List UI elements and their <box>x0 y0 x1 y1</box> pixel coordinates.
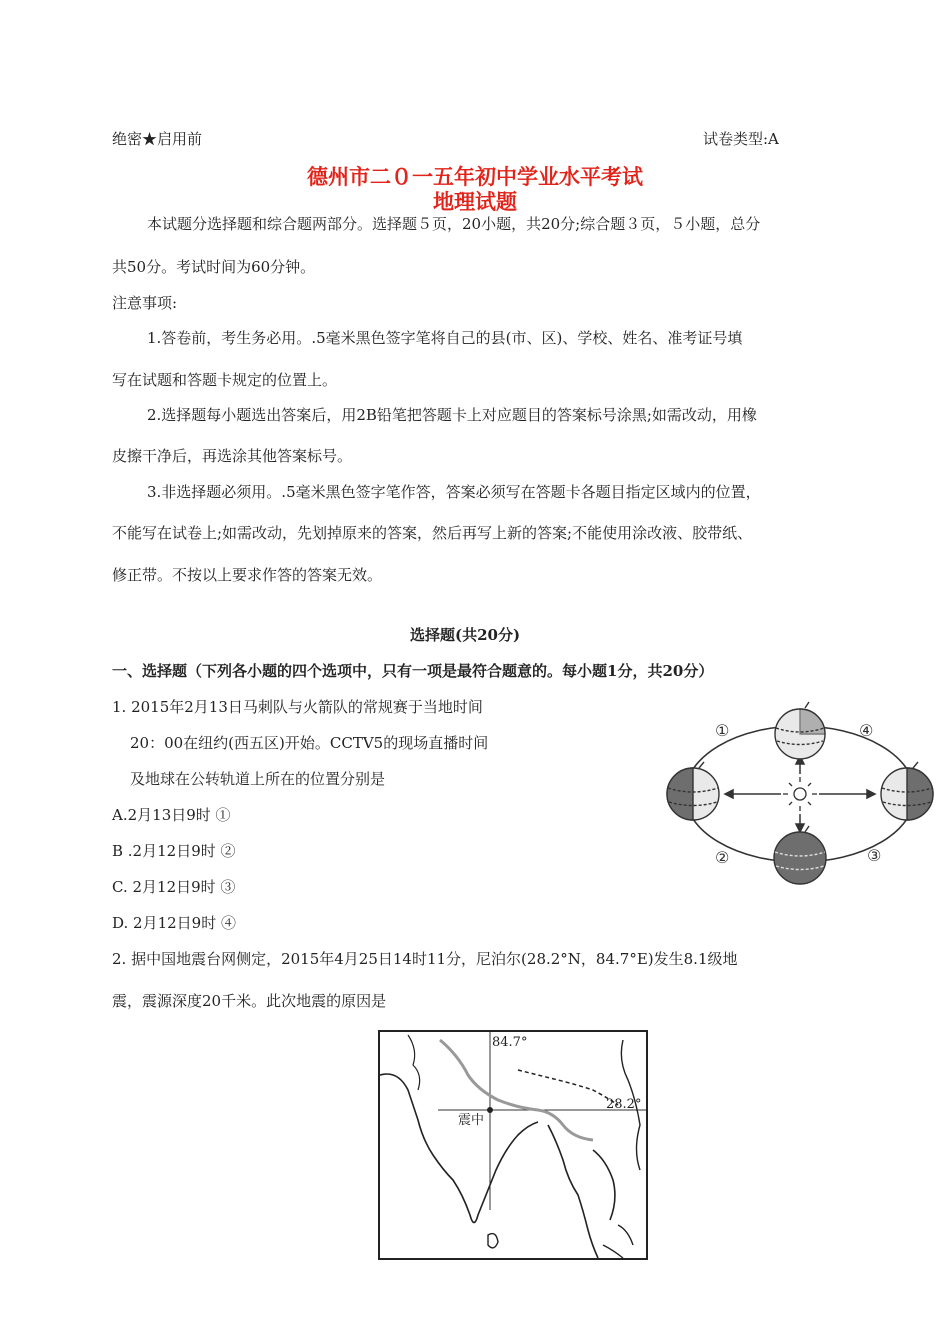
intro-line-1: 本试题分选择题和综合题两部分。选择题５页，20小题，共20分;综合题３页，５小题，总分 <box>147 215 761 233</box>
sun-rays-arrows <box>725 756 875 832</box>
note-1-line-1: 1.答卷前，考生务必用。.5毫米黑色签字笔将自己的县(市、区)、学校、姓名、准考证号填 <box>147 329 743 347</box>
paper-type-label: 试卷类型:A <box>703 130 779 148</box>
q1-option-a: A.2月13日9时 ① <box>112 806 231 824</box>
earth-top <box>775 702 825 759</box>
earth-left <box>667 762 719 820</box>
q1-option-c: C. 2月12日9时 ③ <box>112 878 236 896</box>
epicenter-marker <box>487 1107 493 1113</box>
note-3-line-1: 3.非选择题必须用。.5毫米黑色签字笔作答，答案必须写在答题卡各题目指定区域内的位置， <box>147 483 761 501</box>
q1-option-d: D. 2月12日9时 ④ <box>112 914 236 932</box>
sun-icon <box>783 777 817 811</box>
longitude-label: 84.7° <box>492 1035 528 1050</box>
earth-right <box>881 762 933 820</box>
intro-line-2: 共50分。考试时间为60分钟。 <box>112 258 316 276</box>
section-instruction: 一、选择题（下列各小题的四个选项中，只有一项是最符合题意的。每小题1分，共20分） <box>112 662 714 680</box>
nepal-earthquake-map <box>378 1030 648 1260</box>
exam-title: 德州市二０一五年初中学业水平考试 <box>307 164 643 189</box>
orbit-label-3: ③ <box>867 846 882 865</box>
note-2-line-1: 2.选择题每小题选出答案后，用2B铅笔把答题卡上对应题目的答案标号涂黑;如需改动，用橡 <box>147 406 757 424</box>
confidential-label: 绝密★启用前 <box>112 130 203 148</box>
q1-line-1: 1. 2015年2月13日马刺队与火箭队的常规赛于当地时间 <box>112 698 483 716</box>
q1-line-3: 及地球在公转轨道上所在的位置分别是 <box>130 770 386 788</box>
latitude-label: 28.2° <box>606 1097 642 1112</box>
q1-option-b: B .2月12日9时 ② <box>112 842 236 860</box>
section-heading: 选择题(共20分) <box>410 626 521 644</box>
earth-orbit-diagram <box>655 696 945 896</box>
subject-title: 地理试题 <box>433 189 517 214</box>
orbit-label-4: ④ <box>859 721 874 740</box>
note-2-line-2: 皮擦干净后，再选涂其他答案标号。 <box>112 447 353 465</box>
epicenter-label: 震中 <box>458 1113 485 1128</box>
orbit-label-1: ① <box>715 721 730 740</box>
q2-line-1: 2. 据中国地震台网侧定，2015年4月25日14时11分，尼泊尔(28.2°N，84.7°E)发生8.1级地 <box>112 950 738 968</box>
note-3-line-3: 修正带。不按以上要求作答的答案无效。 <box>112 566 383 584</box>
note-1-line-2: 写在试题和答题卡规定的位置上。 <box>112 371 338 389</box>
q1-line-2: 20：00在纽约(西五区)开始。CCTV5的现场直播时间 <box>130 734 489 752</box>
q2-line-2: 震，震源深度20千米。此次地震的原因是 <box>112 992 387 1010</box>
notes-heading: 注意事项: <box>112 294 178 312</box>
orbit-label-2: ② <box>715 848 730 867</box>
earth-bottom <box>774 826 826 884</box>
note-3-line-2: 不能写在试卷上;如需改动，先划掉原来的答案，然后再写上新的答案;不能使用涂改液、胶带纸、 <box>112 524 753 542</box>
